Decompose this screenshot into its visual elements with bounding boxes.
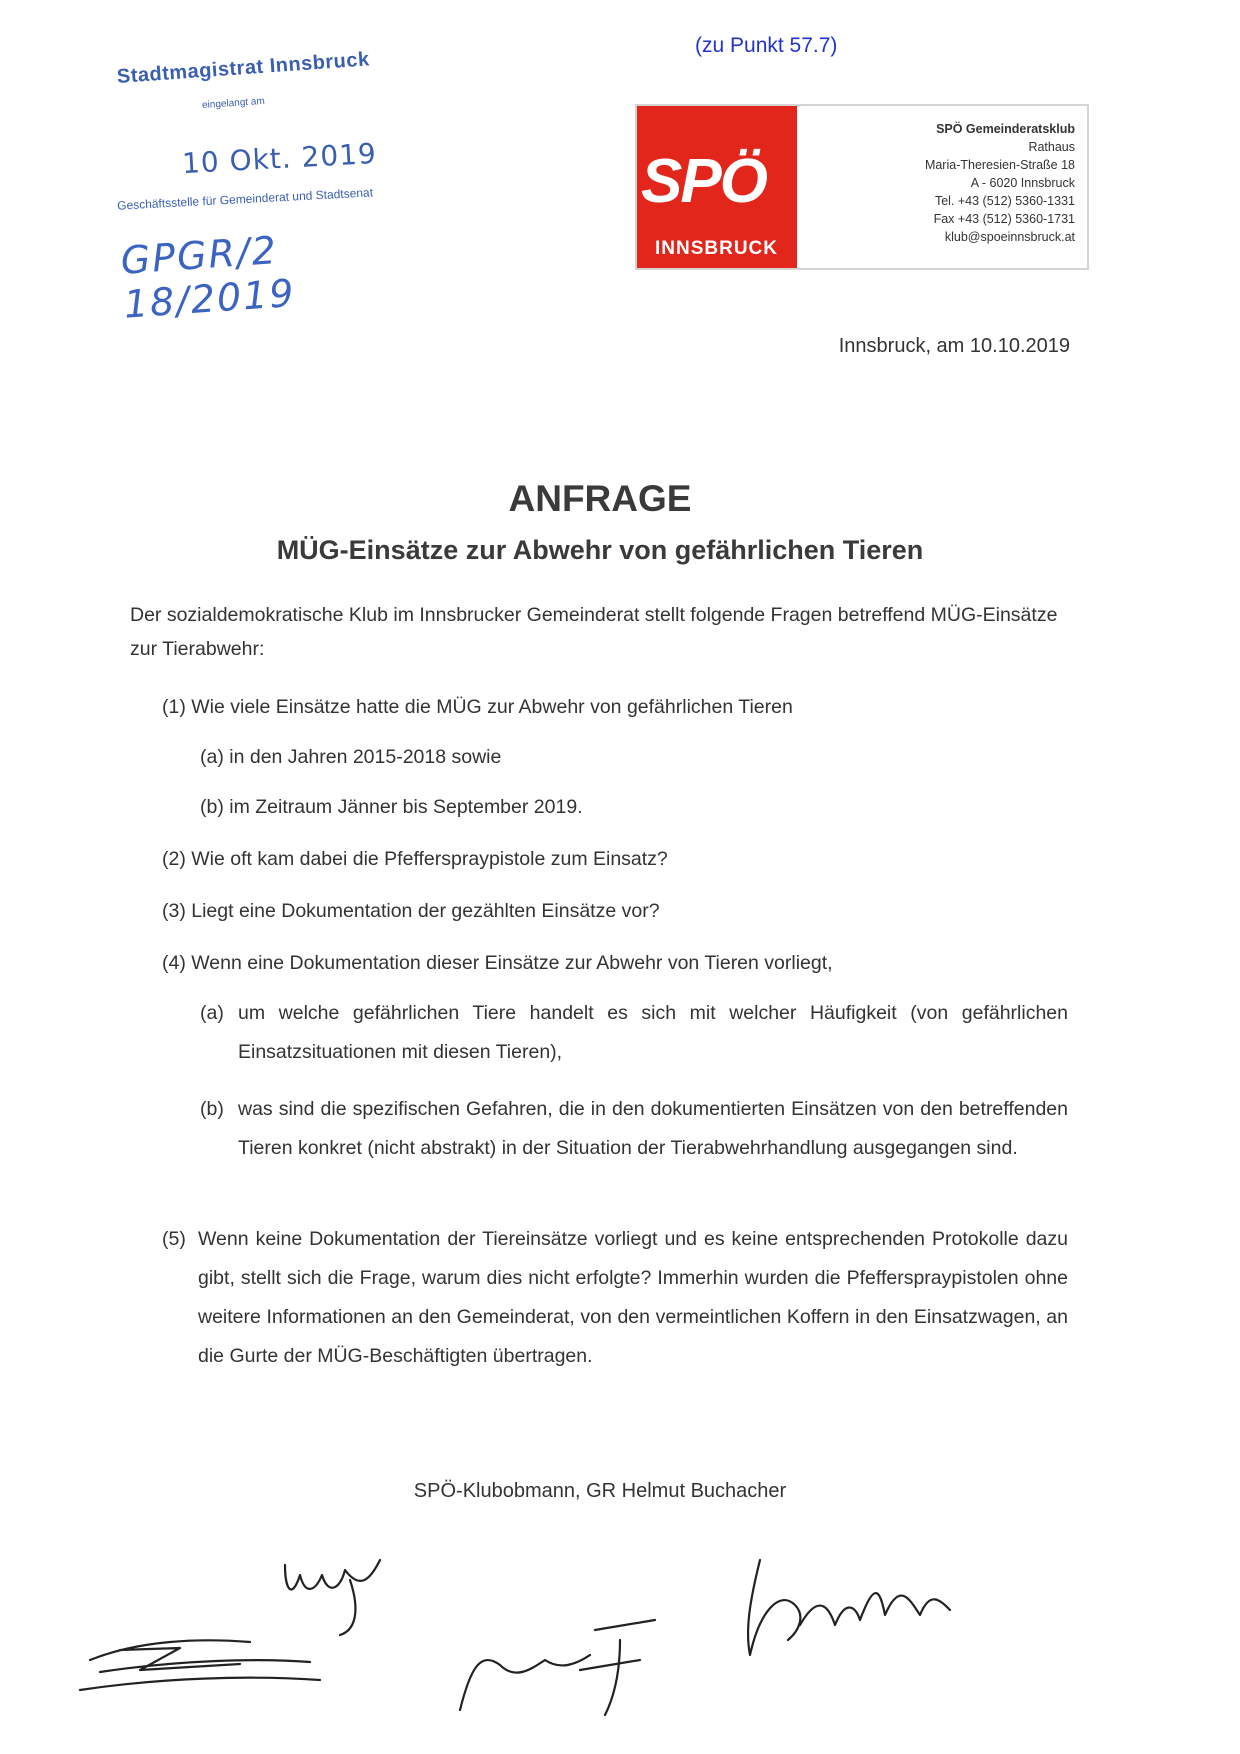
address-street: Maria-Theresien-Straße 18 — [924, 158, 1075, 172]
stamp-received-label: eingelangt am — [201, 95, 266, 112]
address-building: Rathaus — [1028, 140, 1075, 154]
stamp-office: Stadtmagistrat Innsbruck — [116, 48, 371, 88]
signer-line: SPÖ-Klubobmann, GR Helmut Buchacher — [413, 1480, 787, 1502]
stamp-date: 10 Okt. 2019 — [181, 136, 378, 181]
question-4a-label: (a) — [200, 1002, 224, 1024]
stamp-department: Geschäftsstelle für Gemeinderat und Stadtsenat — [116, 185, 374, 213]
document-subtitle: MÜG-Einsätze zur Abwehr von gefährlichen Tieren — [276, 535, 924, 565]
question-4a-text: um welche gefährlichen Tiere handelt es sich mit welcher Häufigkeit (von gefährlichen Einsatzsituationen mit diesen Tieren), — [238, 1002, 1068, 1063]
spoe-logo — [637, 106, 797, 268]
question-4: (4) Wenn eine Dokumentation dieser Einsätze zur Abwehr von Tieren vorliegt, — [162, 952, 833, 974]
question-5-text: Wenn keine Dokumentation der Tiereinsätze vorliegt und es keine entsprechenden Protokolle dazu gibt, stellt sich die Frage, warum dies nicht erfolgte? Immerhin wurden die Pfefferspraypistolen ohne weitere Informationen an den Gemeinderat, von den vermeintlichen Koffern in den Einsatzwagen, an die Gurte der MÜG-Beschäftigten übertragen. — [198, 1228, 1068, 1367]
reference-note: (zu Punkt 57.7) — [695, 34, 838, 57]
question-5 — [162, 1220, 1068, 1376]
question-2: (2) Wie oft kam dabei die Pfefferspraypistole zum Einsatz? — [162, 848, 668, 870]
question-1b: (b) im Zeitraum Jänner bis September 2019. — [200, 796, 583, 818]
handwritten-signatures — [60, 1520, 1060, 1720]
signature-small — [285, 1560, 380, 1635]
question-4b-label: (b) — [200, 1098, 224, 1120]
letterhead — [635, 104, 1089, 270]
address-fax: Fax +43 (512) 5360-1731 — [933, 212, 1075, 226]
logo-brand: SPÖ — [641, 147, 766, 216]
question-1: (1) Wie viele Einsätze hatte die MÜG zur Abwehr von gefährlichen Tieren — [162, 696, 793, 718]
received-stamp — [112, 48, 432, 327]
question-4b-text: was sind die spezifischen Gefahren, die in den dokumentierten Einsätzen von den betreffenden Tieren konkret (nicht abstrakt) in der Situation der Tierabwehrhandlung ausgegangen sind. — [238, 1098, 1068, 1159]
question-5-label: (5) — [162, 1228, 186, 1250]
question-1a: (a) in den Jahren 2015-2018 sowie — [200, 746, 502, 768]
date-line: Innsbruck, am 10.10.2019 — [838, 335, 1070, 357]
signature-right — [748, 1560, 950, 1655]
signature-middle — [460, 1620, 655, 1715]
question-4a — [200, 994, 1068, 1072]
question-3: (3) Liegt eine Dokumentation der gezählten Einsätze vor? — [162, 900, 660, 922]
signature-left — [80, 1640, 320, 1690]
question-4b — [200, 1090, 1068, 1168]
address-block — [925, 120, 1075, 246]
address-phone: Tel. +43 (512) 5360-1331 — [934, 194, 1075, 208]
stamp-file-number: GPGR/2 18/2019 — [119, 227, 297, 327]
document-title: ANFRAGE — [508, 478, 692, 519]
address-organization: SPÖ Gemeinderatsklub — [936, 122, 1075, 136]
logo-subtitle: INNSBRUCK — [655, 238, 778, 259]
address-city: A - 6020 Innsbruck — [970, 176, 1075, 190]
intro-paragraph: Der sozialdemokratische Klub im Innsbrucker Gemeinderat stellt folgende Fragen betreffend MÜG-Einsätze zur Tierabwehr: — [130, 604, 1058, 660]
address-email: klub@spoeinnsbruck.at — [944, 230, 1075, 244]
